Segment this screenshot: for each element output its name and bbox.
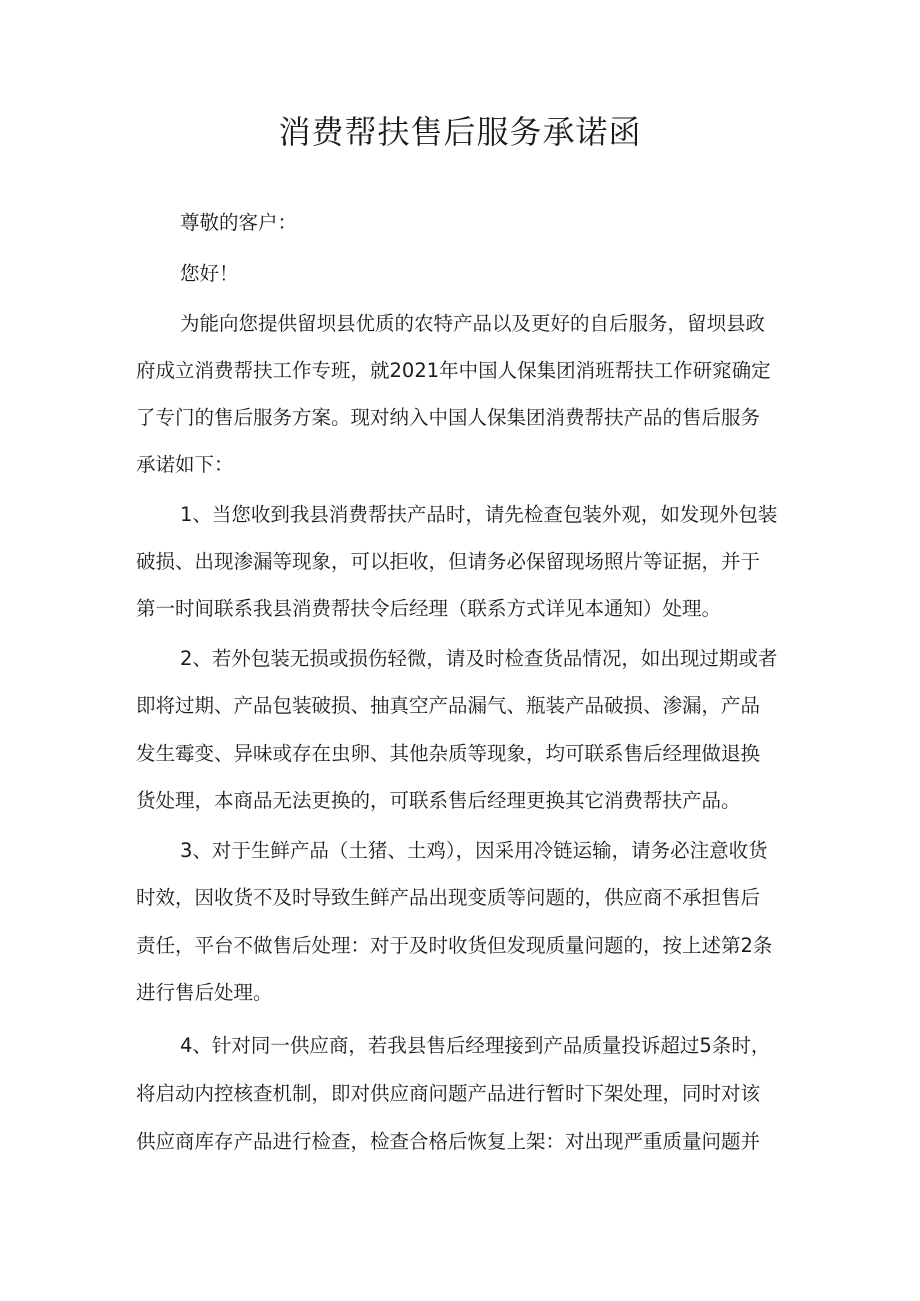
item-2-line: 即将过期、产品包装破损、抽真空产品漏气、瓶装产品破损、渗漏，产品	[136, 694, 761, 717]
item-3-line: 进行售后处理。	[136, 981, 273, 1004]
item-4-line: 供应商库存产品进行检查，检查合格后恢复上架：对出现严重质量问题并	[136, 1130, 761, 1153]
intro-line: 承诺如下：	[136, 453, 234, 476]
intro-line: 府成立消费帮扶工作专班，就2021年中国人保集团消班帮扶工作研窕确定	[136, 359, 771, 382]
item-2-line: 货处理，本商品无法更换的，可联系售后经理更换其它消费帮扶产品。	[136, 789, 741, 812]
greeting: 您好！	[180, 262, 239, 285]
intro-line: 了专门的售后服务方案。现对纳入中国人保集团消费帮扶产品的售后服务	[136, 406, 761, 429]
item-1-line: 第一时间联系我县消费帮扶令后经理（联系方式详见本通知）处理。	[136, 597, 722, 620]
item-2-line: 2、若外包装无损或损伤轻微，请及时检查货品情况，如出现过期或者	[180, 647, 778, 670]
intro-line: 为能向您提供留坝县优质的农特产品以及更好的自后服务，留坝县政	[180, 312, 766, 335]
item-2-line: 发生霉变、异味或存在虫卵、其他杂质等现象，均可联系售后经理做退换	[136, 742, 761, 765]
salutation: 尊敬的客户：	[180, 211, 298, 234]
item-1-line: 1、当您收到我县消费帮扶产品时，请先检查包装外观，如发现外包装	[180, 503, 778, 526]
item-3-line: 责任，平台不做售后处理：对于及时收货但发现质量问题的，按上述第2条	[136, 934, 773, 957]
document-title: 消费帮扶售后服务承诺函	[278, 113, 642, 151]
item-4-line: 将启动内控核查机制，即对供应商问题产品进行暂时下架处理，同时对该	[136, 1082, 761, 1105]
item-1-line: 破损、出现渗漏等现象，可以拒收，但请务必保留现场照片等证据，并于	[136, 550, 761, 573]
item-3-line: 3、对于生鲜产品（土猪、土鸡），因采用冷链运输，请务必注意收货	[180, 839, 768, 862]
item-4-line: 4、针对同一供应商，若我县售后经理接到产品质量投诉超过5条时，	[180, 1034, 771, 1057]
item-3-line: 时效，因收货不及时导致生鲜产品出现变质等问题的，供应商不承担售后	[136, 886, 761, 909]
